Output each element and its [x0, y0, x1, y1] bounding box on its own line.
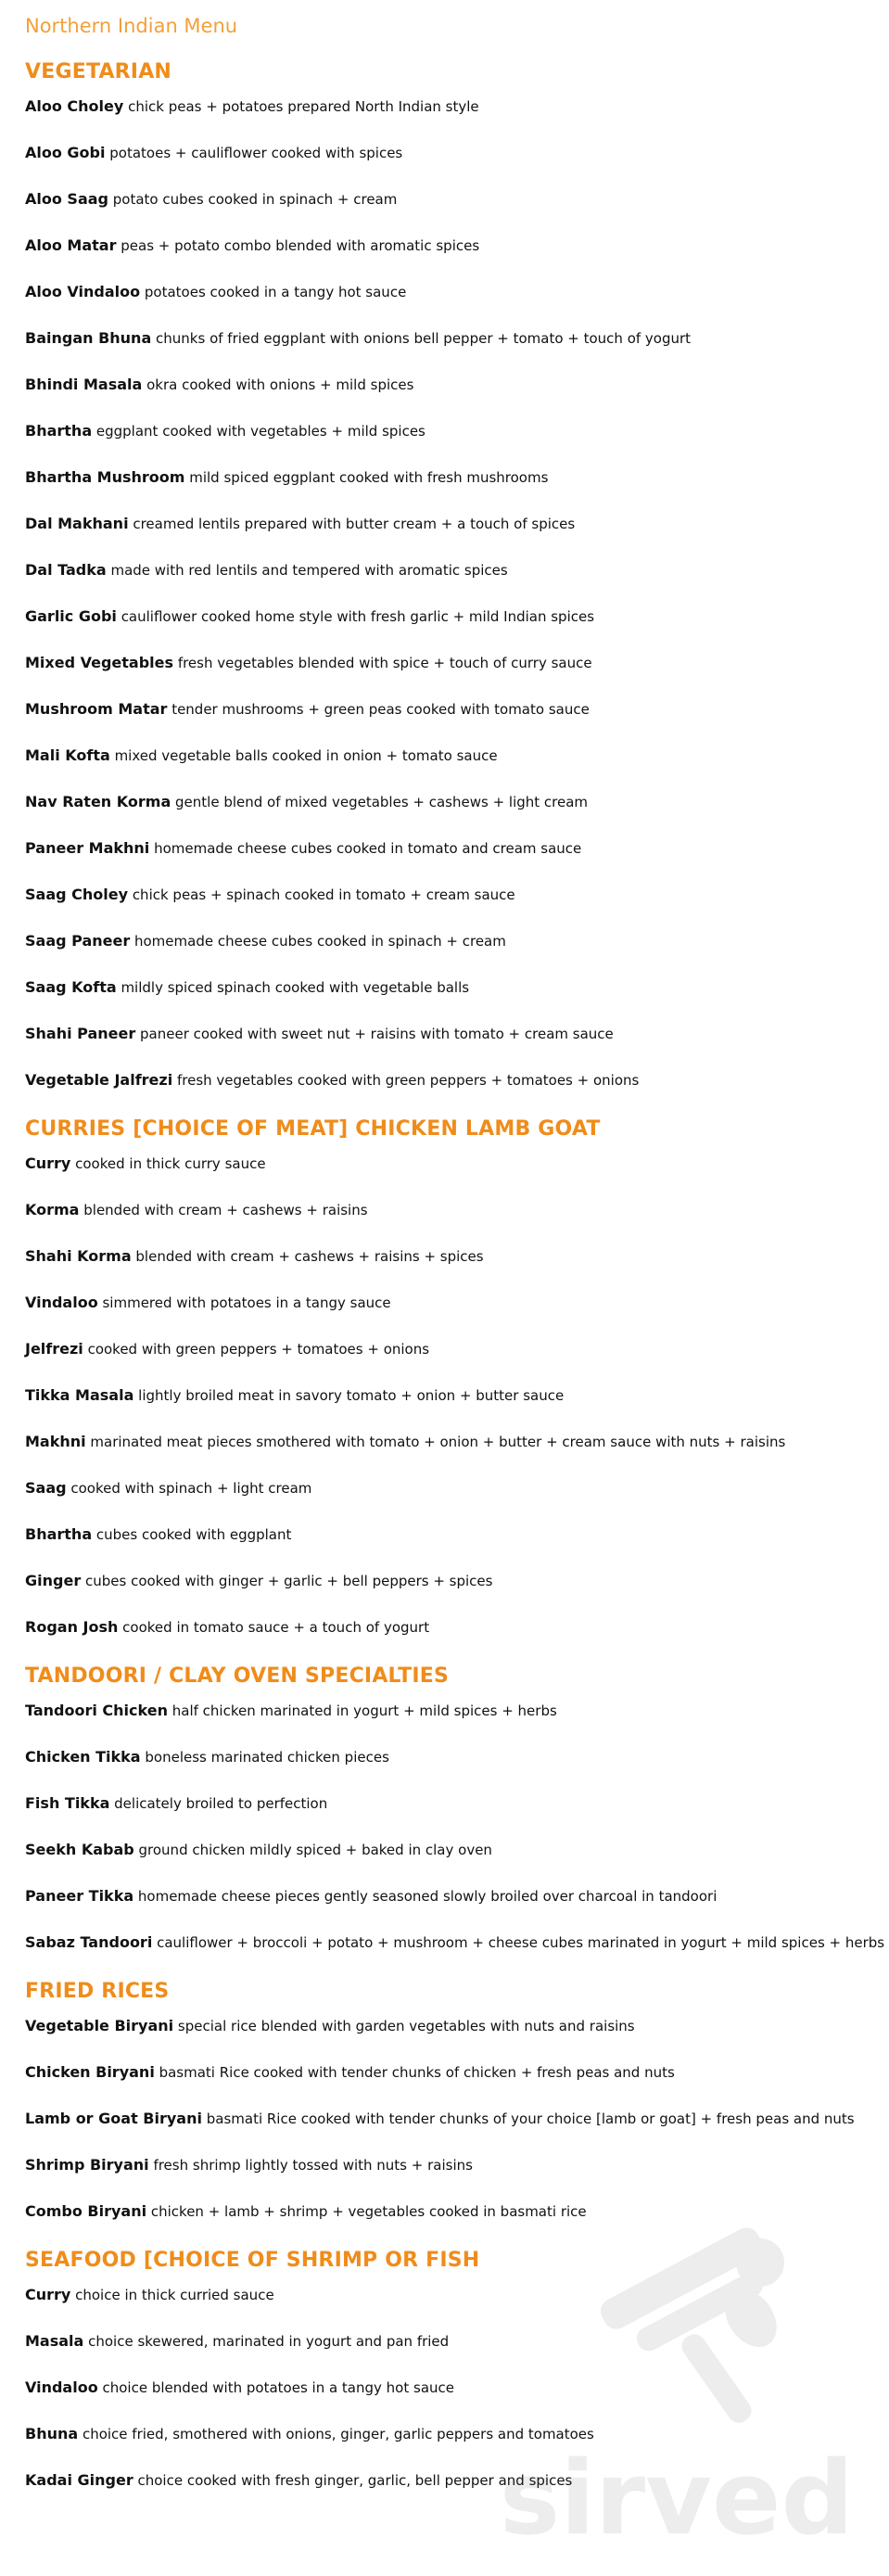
- item-description: cooked with green peppers + tomatoes + onions: [87, 1341, 430, 1358]
- item-description: potatoes + cauliflower cooked with spices: [109, 145, 403, 161]
- item-description: chick peas + spinach cooked in tomato + cream sauce: [132, 886, 515, 903]
- menu-item: [25, 96, 878, 143]
- menu-item: [25, 2155, 878, 2201]
- item-name: Garlic Gobi: [25, 607, 117, 625]
- item-name: Vegetable Jalfrezi: [25, 1071, 173, 1089]
- menu-item: [25, 375, 878, 421]
- item-name: Bhindi Masala: [25, 376, 143, 393]
- item-description: cooked in tomato sauce + a touch of yogurt: [122, 1619, 430, 1636]
- menu-item: [25, 1339, 878, 1385]
- item-name: Paneer Makhni: [25, 839, 150, 857]
- item-description: blended with cream + cashews + raisins: [83, 1202, 368, 1218]
- item-name: Saag Paneer: [25, 932, 131, 950]
- menu-item: [25, 792, 878, 838]
- item-name: Seekh Kabab: [25, 1841, 134, 1858]
- item-description: made with red lentils and tempered with aromatic spices: [110, 562, 508, 579]
- watermark-text: sirved: [499, 2439, 855, 2557]
- menu-item: [25, 1840, 878, 1886]
- item-name: Dal Makhani: [25, 515, 129, 532]
- item-description: mildly spiced spinach cooked with vegetable balls: [121, 979, 470, 996]
- item-description: paneer cooked with sweet nut + raisins with tomato + cream sauce: [140, 1026, 614, 1042]
- menu-item: [25, 1200, 878, 1246]
- menu-item: [25, 1478, 878, 1524]
- menu-item: [25, 1793, 878, 1840]
- menu-item: [25, 1070, 878, 1116]
- menu-item: [25, 977, 878, 1024]
- item-name: Vindaloo: [25, 1294, 98, 1311]
- menu-item: [25, 143, 878, 189]
- section-heading: VEGETARIAN: [25, 60, 172, 83]
- item-description: choice fried, smothered with onions, ginger, garlic peppers and tomatoes: [82, 2426, 594, 2442]
- menu-item: [25, 282, 878, 328]
- menu-item: [25, 560, 878, 606]
- item-name: Shrimp Biryani: [25, 2156, 149, 2174]
- item-description: chicken + lamb + shrimp + vegetables cooked in basmati rice: [150, 2203, 587, 2220]
- menu-item: [25, 236, 878, 282]
- section-heading: CURRIES [CHOICE OF MEAT] CHICKEN LAMB GOAT: [25, 1117, 601, 1141]
- menu-item: [25, 2285, 878, 2331]
- section-heading: FRIED RICES: [25, 1980, 170, 2003]
- item-description: choice cooked with fresh ginger, garlic, bell pepper and spices: [137, 2472, 573, 2489]
- menu-item: [25, 2016, 878, 2062]
- item-name: Combo Biryani: [25, 2202, 147, 2220]
- item-name: Shahi Paneer: [25, 1025, 136, 1042]
- item-name: Curry: [25, 2286, 71, 2303]
- menu-item: [25, 838, 878, 885]
- item-name: Kadai Ginger: [25, 2471, 133, 2489]
- item-description: marinated meat pieces smothered with tomato + onion + butter + cream sauce with nuts + raisins: [90, 1434, 786, 1450]
- item-description: choice blended with potatoes in a tangy hot sauce: [102, 2379, 454, 2396]
- item-description: boneless marinated chicken pieces: [145, 1749, 389, 1766]
- menu-section: [25, 1116, 878, 1664]
- item-description: mixed vegetable balls cooked in onion + tomato sauce: [114, 747, 498, 764]
- menu-section: [25, 1979, 878, 2248]
- item-name: Bhartha: [25, 1525, 93, 1543]
- item-description: cubes cooked with eggplant: [95, 1526, 292, 1543]
- item-name: Aloo Matar: [25, 236, 117, 254]
- menu-section: [25, 1664, 885, 1979]
- item-name: Aloo Vindaloo: [25, 283, 141, 300]
- item-name: Ginger: [25, 1572, 82, 1589]
- item-name: Makhni: [25, 1433, 86, 1450]
- item-name: Saag Choley: [25, 886, 129, 903]
- item-name: Bhartha Mushroom: [25, 468, 185, 486]
- item-name: Vegetable Biryani: [25, 2017, 174, 2034]
- menu-item: [25, 606, 878, 653]
- menu-item: [25, 1293, 878, 1339]
- item-name: Nav Raten Korma: [25, 793, 171, 810]
- item-name: Aloo Choley: [25, 97, 124, 115]
- menu-item: [25, 189, 878, 236]
- item-description: cooked with spinach + light cream: [70, 1480, 312, 1497]
- menu-item: [25, 1432, 878, 1478]
- item-description: special rice blended with garden vegetables with nuts and raisins: [177, 2018, 635, 2034]
- item-description: creamed lentils prepared with butter cream + a touch of spices: [133, 516, 576, 532]
- item-name: Shahi Korma: [25, 1247, 132, 1265]
- item-name: Tikka Masala: [25, 1386, 134, 1404]
- item-description: chunks of fried eggplant with onions bell pepper + tomato + touch of yogurt: [156, 330, 692, 347]
- item-description: homemade cheese cubes cooked in spinach + cream: [134, 933, 506, 950]
- item-name: Masala: [25, 2332, 84, 2350]
- item-description: choice skewered, marinated in yogurt and pan fried: [88, 2333, 450, 2350]
- item-description: blended with cream + cashews + raisins + spices: [135, 1248, 484, 1265]
- menu-item: [25, 746, 878, 792]
- item-description: ground chicken mildly spiced + baked in clay oven: [138, 1842, 492, 1858]
- item-name: Fish Tikka: [25, 1794, 110, 1812]
- menu-item: [25, 699, 878, 746]
- item-name: Rogan Josh: [25, 1618, 119, 1636]
- item-name: Aloo Saag: [25, 190, 108, 208]
- item-name: Aloo Gobi: [25, 144, 106, 161]
- menu-item: [25, 421, 878, 467]
- item-name: Chicken Tikka: [25, 1748, 141, 1766]
- menu-item: [25, 2062, 878, 2109]
- item-name: Chicken Biryani: [25, 2063, 155, 2081]
- item-name: Paneer Tikka: [25, 1887, 134, 1905]
- menu-item: [25, 1154, 878, 1200]
- item-description: fresh vegetables blended with spice + touch of curry sauce: [177, 655, 592, 671]
- menu-item: [25, 514, 878, 560]
- item-name: Baingan Bhuna: [25, 329, 152, 347]
- menu-item: [25, 2470, 878, 2517]
- menu-item: [25, 1571, 878, 1617]
- item-description: homemade cheese pieces gently seasoned slowly broiled over charcoal in tandoori: [137, 1888, 718, 1905]
- item-name: Dal Tadka: [25, 561, 107, 579]
- item-name: Lamb or Goat Biryani: [25, 2110, 202, 2127]
- item-name: Mixed Vegetables: [25, 654, 174, 671]
- item-description: potato cubes cooked in spinach + cream: [112, 191, 398, 208]
- menu-section: [25, 59, 878, 1116]
- menu-item: [25, 1385, 878, 1432]
- item-description: potatoes cooked in a tangy hot sauce: [144, 284, 407, 300]
- item-description: fresh vegetables cooked with green peppers + tomatoes + onions: [176, 1072, 640, 1089]
- item-name: Jelfrezi: [25, 1340, 83, 1358]
- item-description: okra cooked with onions + mild spices: [146, 376, 414, 393]
- item-name: Tandoori Chicken: [25, 1702, 168, 1719]
- menu-item: [25, 1617, 878, 1664]
- menu-item: [25, 1932, 885, 1979]
- item-description: cauliflower cooked home style with fresh garlic + mild Indian spices: [121, 608, 595, 625]
- item-description: lightly broiled meat in savory tomato + onion + butter sauce: [138, 1387, 565, 1404]
- item-description: half chicken marinated in yogurt + mild spices + herbs: [171, 1702, 557, 1719]
- section-heading: TANDOORI / CLAY OVEN SPECIALTIES: [25, 1664, 449, 1688]
- item-name: Vindaloo: [25, 2378, 98, 2396]
- item-description: cubes cooked with ginger + garlic + bell peppers + spices: [84, 1573, 493, 1589]
- menu-sections: [25, 59, 885, 2517]
- item-description: peas + potato combo blended with aromatic spices: [121, 237, 480, 254]
- menu-item: [25, 1886, 878, 1932]
- item-description: basmati Rice cooked with tender chunks of your choice [lamb or goat] + fresh peas and nuts: [206, 2111, 855, 2127]
- item-name: Curry: [25, 1154, 71, 1172]
- item-description: choice in thick curried sauce: [75, 2287, 274, 2303]
- menu-page: [25, 15, 885, 2517]
- menu-section: [25, 2248, 878, 2517]
- menu-item: [25, 1747, 878, 1793]
- item-name: Bhartha: [25, 422, 93, 440]
- menu-item: [25, 1024, 878, 1070]
- item-description: mild spiced eggplant cooked with fresh mushrooms: [189, 469, 549, 486]
- item-description: simmered with potatoes in a tangy sauce: [102, 1294, 391, 1311]
- menu-item: [25, 467, 878, 514]
- menu-item: [25, 931, 878, 977]
- item-name: Mushroom Matar: [25, 700, 168, 718]
- menu-item: [25, 653, 878, 699]
- menu-item: [25, 1524, 878, 1571]
- section-heading: SEAFOOD [CHOICE OF SHRIMP OR FISH: [25, 2249, 480, 2272]
- item-description: gentle blend of mixed vegetables + cashews + light cream: [175, 794, 589, 810]
- item-name: Saag Kofta: [25, 978, 117, 996]
- menu-item: [25, 885, 878, 931]
- item-description: cooked in thick curry sauce: [75, 1155, 266, 1172]
- item-name: Korma: [25, 1201, 80, 1218]
- item-description: fresh shrimp lightly tossed with nuts + raisins: [153, 2157, 473, 2174]
- item-description: chick peas + potatoes prepared North Indian style: [128, 98, 479, 115]
- menu-item: [25, 1701, 878, 1747]
- item-description: delicately broiled to perfection: [114, 1795, 328, 1812]
- item-description: basmati Rice cooked with tender chunks of chicken + fresh peas and nuts: [159, 2064, 675, 2081]
- item-description: homemade cheese cubes cooked in tomato and cream sauce: [154, 840, 582, 857]
- item-name: Saag: [25, 1479, 67, 1497]
- item-description: cauliflower + broccoli + potato + mushroom + cheese cubes marinated in yogurt + mild spices + herbs: [157, 1934, 885, 1951]
- menu-item: [25, 328, 878, 375]
- menu-item: [25, 2201, 878, 2248]
- item-name: Bhuna: [25, 2425, 79, 2442]
- item-description: eggplant cooked with vegetables + mild spices: [95, 423, 425, 440]
- item-name: Sabaz Tandoori: [25, 1933, 153, 1951]
- menu-item: [25, 2378, 878, 2424]
- menu-item: [25, 2331, 878, 2378]
- menu-item: [25, 1246, 878, 1293]
- item-name: Mali Kofta: [25, 746, 110, 764]
- menu-item: [25, 2424, 878, 2470]
- page-title: Northern Indian Menu: [25, 15, 238, 37]
- item-description: tender mushrooms + green peas cooked with tomato sauce: [171, 701, 590, 718]
- menu-item: [25, 2109, 878, 2155]
